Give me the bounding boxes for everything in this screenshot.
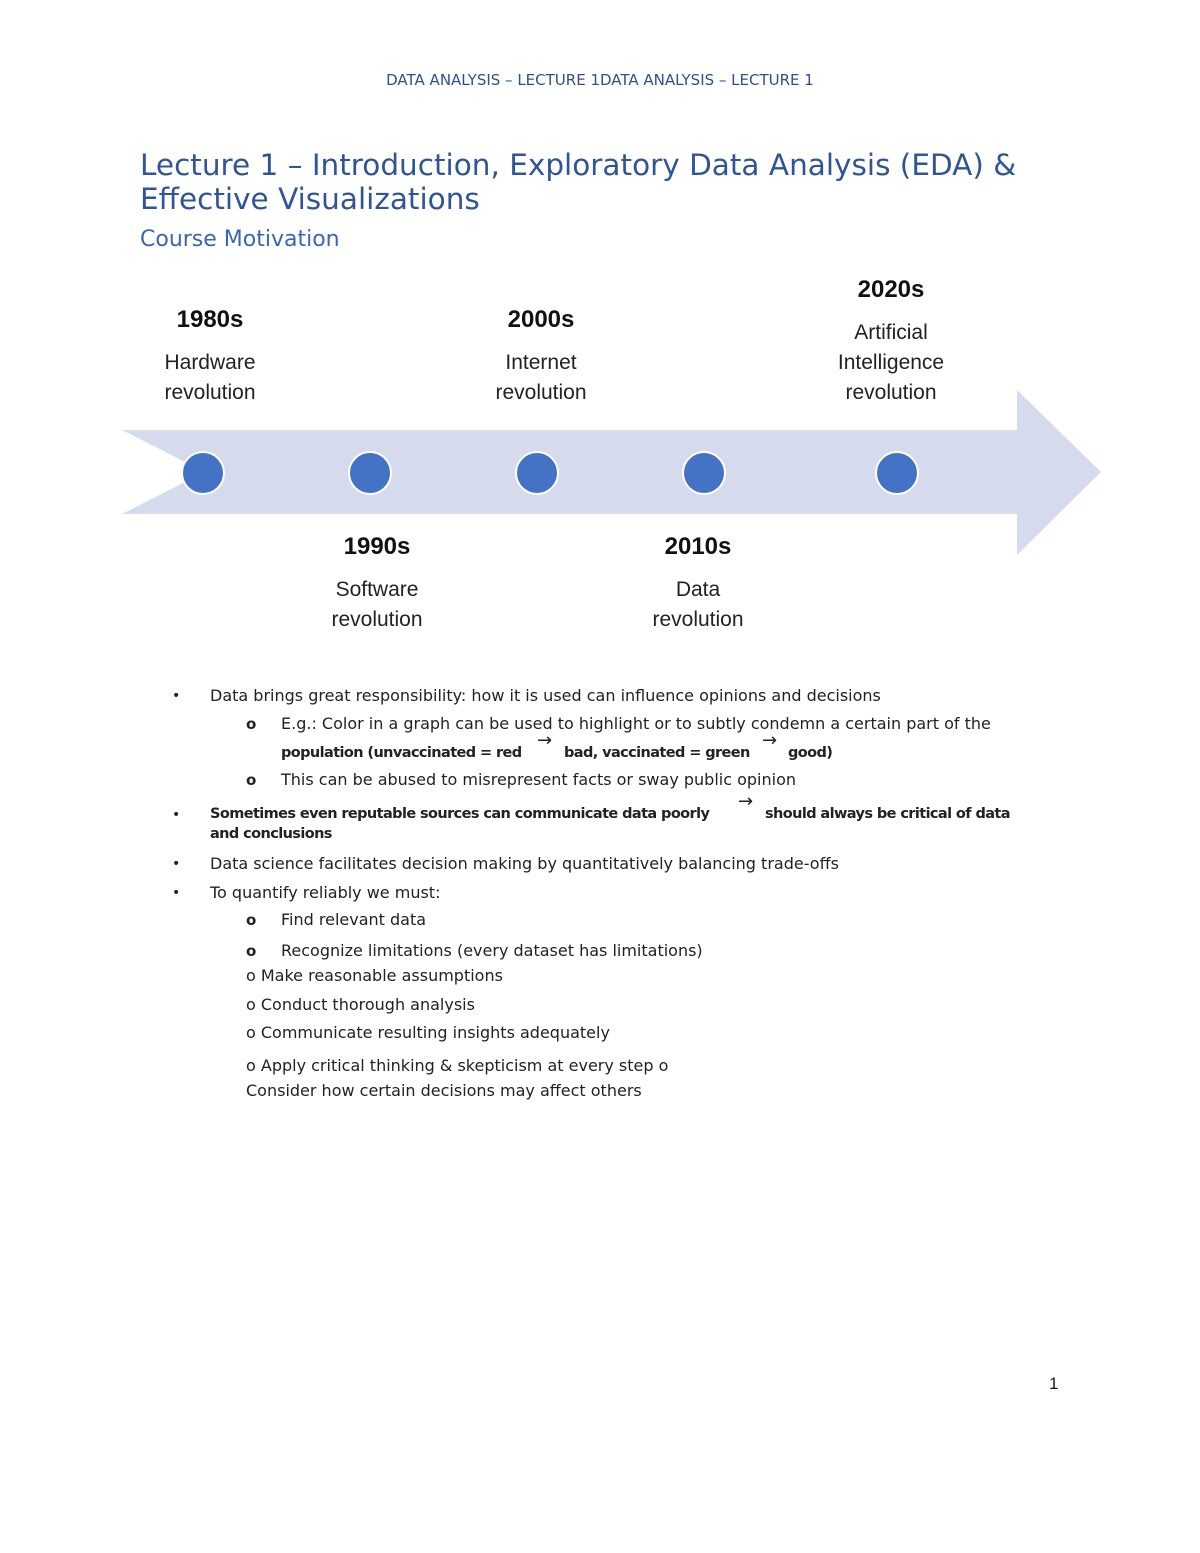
sub-bullet-marker: o xyxy=(246,911,257,929)
era-2010s xyxy=(598,533,798,635)
era-year: 1990s xyxy=(343,533,411,560)
era-1990s xyxy=(277,533,477,635)
bullet-marker: • xyxy=(172,856,181,872)
sub-bullet-text: o Apply critical thinking & skepticism at every step o xyxy=(246,1056,669,1075)
bullet-text: Sometimes even reputable sources can communicate data poorly xyxy=(210,806,710,822)
sub-bullet-text: Consider how certain decisions may affect others xyxy=(246,1081,642,1100)
bullet-text: Data science facilitates decision making by quantitatively balancing trade-offs xyxy=(210,854,839,873)
page-number: 1 xyxy=(1049,1374,1059,1393)
timeline-arrow xyxy=(122,390,1101,555)
sub-bullet-text: E.g.: Color in a graph can be used to highlight or to subtly condemn a certain part of the xyxy=(281,714,991,733)
bullet-text: should always be critical of data xyxy=(765,806,1010,822)
era-year: 1980s xyxy=(176,306,244,333)
sub-bullet-marker: o xyxy=(246,942,257,960)
sub-bullet-text: bad, vaccinated = green xyxy=(564,745,750,761)
bullet-marker: • xyxy=(172,688,181,704)
era-year: 2020s xyxy=(857,276,925,303)
sub-bullet-text: Recognize limitations (every dataset has limitations) xyxy=(281,941,703,960)
sub-bullet-marker: o xyxy=(246,771,257,789)
sub-bullet-text: o Conduct thorough analysis xyxy=(246,995,475,1014)
bullet-text: Data brings great responsibility: how it is used can influence opinions and decisions xyxy=(210,686,881,705)
era-1980s xyxy=(110,306,310,408)
era-year: 2010s xyxy=(664,533,732,560)
era-2000s xyxy=(441,306,641,408)
sub-bullet-marker: o xyxy=(246,715,257,733)
sub-bullet-text: Find relevant data xyxy=(281,910,427,929)
timeline-dot-2020s xyxy=(876,452,918,494)
sub-bullet-text: good) xyxy=(788,745,833,761)
sub-bullet-text: o Make reasonable assumptions xyxy=(246,966,503,985)
era-label: Artificial Intelligence revolution xyxy=(837,321,945,404)
bullet-text: To quantify reliably we must: xyxy=(210,883,441,902)
era-label: Data revolution xyxy=(652,578,744,631)
sub-bullet-text: o Communicate resulting insights adequately xyxy=(246,1023,610,1042)
timeline-dot-2000s xyxy=(516,452,558,494)
bullet-text: and conclusions xyxy=(210,826,332,842)
era-year: 2000s xyxy=(507,306,575,333)
timeline-dot-2010s xyxy=(683,452,725,494)
arrow-icon: → xyxy=(738,791,754,812)
page-title: Lecture 1 – Introduction, Exploratory Data Analysis (EDA) & Effective Visualizations xyxy=(140,148,1017,216)
arrow-icon: → xyxy=(537,730,553,751)
era-2020s xyxy=(791,276,991,408)
section-heading: Course Motivation xyxy=(140,227,340,252)
sub-bullet-text: population (unvaccinated = red xyxy=(281,745,522,761)
era-label: Hardware revolution xyxy=(164,351,256,404)
running-header: DATA ANALYSIS – LECTURE 1DATA ANALYSIS – LECTURE 1 xyxy=(386,71,814,89)
era-label: Internet revolution xyxy=(495,351,587,404)
arrow-icon: → xyxy=(762,730,778,751)
sub-bullet-text: This can be abused to misrepresent facts or sway public opinion xyxy=(281,770,797,789)
timeline-dot-1990s xyxy=(349,452,391,494)
bullet-marker: • xyxy=(172,885,181,901)
bullet-marker: • xyxy=(172,807,181,823)
era-label: Software revolution xyxy=(331,578,423,631)
timeline-dot-1980s xyxy=(182,452,224,494)
